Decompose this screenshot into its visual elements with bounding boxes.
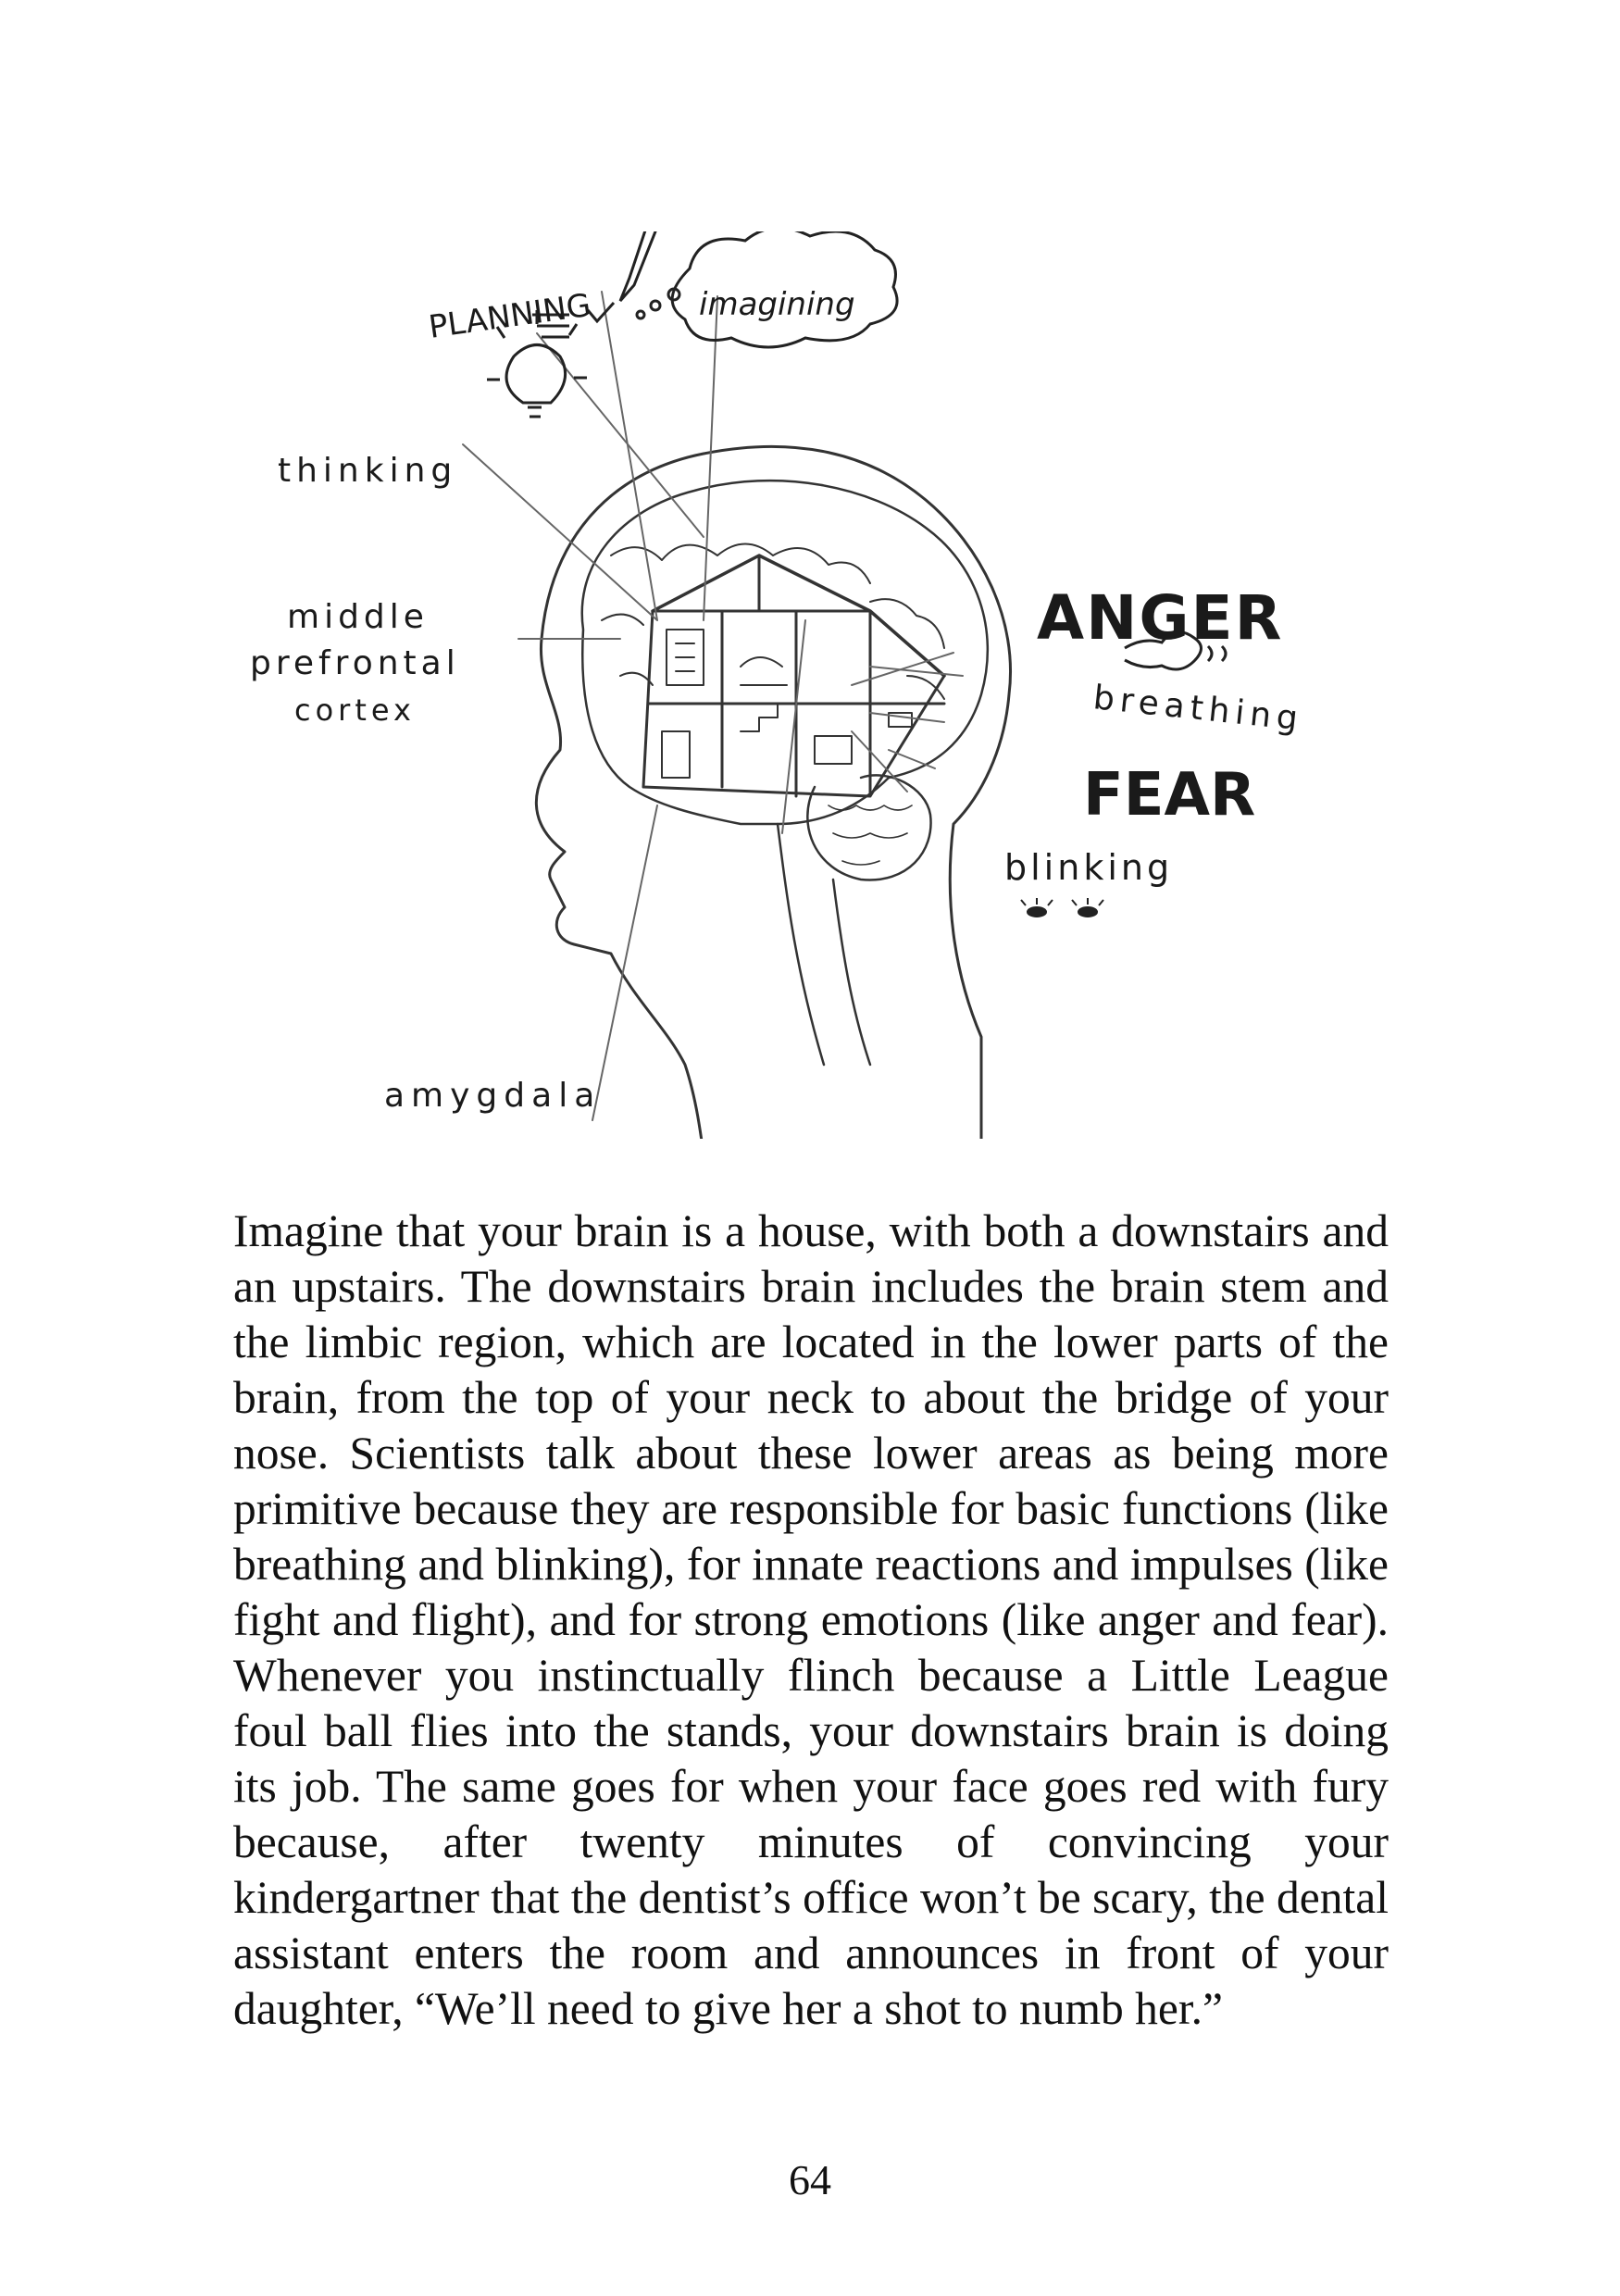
label-blinking: blinking — [1004, 847, 1174, 888]
label-imagining: imagining — [699, 286, 855, 323]
label-cortex-line3: cortex — [294, 693, 416, 728]
body-paragraph: Imagine that your brain is a house, with both a downstairs and an upstairs. The downstairs brain includes the brain stem and the limbic region, which are located in the lower parts of the brain, from the top of your neck to about the bridge of your nose. Scientists talk about these lower areas as being more primitive because they are responsible for basic functions (like breathing and blinking), for innate reactions and impulses (like fight and flight), and for strong emotions (like anger and fear). Whenever you instinctually flinch because a Little League foul ball flies into the stands, your downstairs brain is doing its job. The same goes for when your face goes red with fury because, after twenty minutes of convincing your kindergartner that the dentist’s office won’t be scary, the dental assistant enters the room and announces in front of your daughter, “We’ll need to give her a shot to numb her.” — [233, 1205, 1389, 2034]
brain-house-drawing — [222, 231, 1324, 1139]
label-anger: ANGER — [1037, 582, 1284, 654]
house-roof — [653, 555, 944, 676]
label-amygdala: amygdala — [384, 1077, 602, 1115]
label-fear: FEAR — [1083, 761, 1256, 830]
label-cortex-line2: prefrontal — [250, 644, 460, 682]
eye-icon — [1021, 898, 1103, 917]
label-thinking: thinking — [278, 452, 458, 490]
page-number: 64 — [789, 2156, 831, 2203]
pencil-icon — [620, 231, 657, 301]
label-cortex-line1: middle — [287, 598, 429, 636]
brain-house-illustration — [222, 231, 1324, 1139]
label-planning: PLANNING — [426, 286, 593, 346]
label-breathing: breathing — [1091, 679, 1305, 739]
